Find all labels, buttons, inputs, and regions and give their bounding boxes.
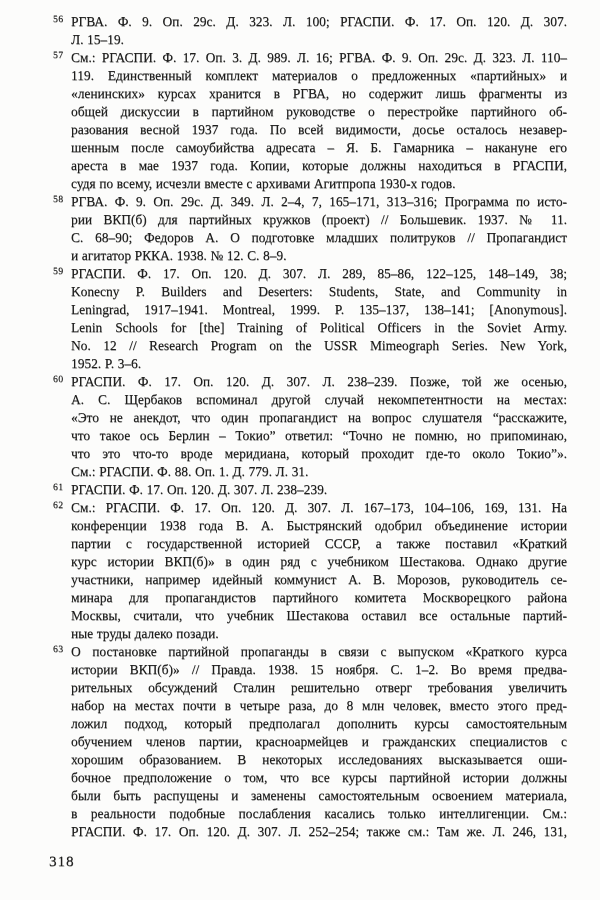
note-line: и агитатор РККА. 1938. № 12. С. 8–9.	[71, 248, 287, 263]
note-line: «Это не анекдот, что один пропагандист на вопрос слушателя “расскажите,	[71, 410, 567, 425]
footnote-57	[53, 49, 567, 193]
footnote-marker: 56	[53, 13, 64, 25]
footnote-marker: 60	[53, 373, 64, 385]
note-line: рительных обсуждений Сталин решительно отверг требования увеличить	[71, 680, 567, 695]
note-line: 1952. P. 3–6.	[71, 356, 142, 371]
note-line: набор на местах почти в четыре раза, до 8 млн человек, вместо этого пред-	[71, 698, 567, 713]
note-line: ареста в мае 1937 года. Копии, которые должны находиться в РГАСПИ,	[71, 158, 567, 173]
note-line: курс истории ВКП(б)» в один ряд с учебником Шестакова. Однако другие	[71, 554, 567, 569]
note-line: РГАСПИ. Ф. 17. Оп. 120. Д. 307. Л. 238–239. Позже, той же осенью,	[71, 374, 567, 389]
note-line: шенным после самоубийства адресата – Я. Б. Гамарника – накануне его	[71, 140, 567, 155]
footnote-marker: 61	[53, 481, 64, 493]
note-line: что это что-то вроде меридиана, который проходит где-то около Токио”».	[71, 446, 567, 461]
footnote-59	[53, 265, 567, 373]
note-line: обучением членов партии, красноармейцев и гражданских специалистов с	[71, 734, 567, 749]
note-line: партии с государственной историей СССР, а также поставил «Краткий	[71, 536, 567, 551]
note-line: См.: РГАСПИ. Ф. 17. Оп. 120. Д. 307. Л. 167–173, 104–106, 169, 131. На	[71, 500, 567, 515]
note-line: Leningrad, 1917–1941. Montreal, 1999. P. 135–137, 138–141; [Anonymous].	[71, 302, 567, 317]
note-line: рии ВКП(б) для партийных кружков (проект) // Большевик. 1937. № 11.	[71, 212, 567, 227]
footnote-56	[53, 13, 567, 49]
note-line: разования весной 1937 года. По всей видимости, досье осталось незавер-	[71, 122, 567, 137]
footnote-60	[53, 373, 567, 481]
note-line: ные труды далеко позади.	[71, 626, 219, 641]
note-line: участники, например идейный коммунист А. В. Морозов, руководитель се-	[71, 572, 567, 587]
footnote-marker: 63	[53, 643, 64, 655]
note-line: ложил подход, который предполагал дополнить курсы самостоятельным	[71, 716, 567, 731]
note-line: 119. Единственный комплект материалов о предложенных «партийных» и	[71, 68, 567, 83]
note-line: минара для пропагандистов партийного комитета Москворецкого района	[71, 590, 567, 605]
note-line: конференции 1938 года В. А. Быстрянский одобрил объединение истории	[71, 518, 567, 533]
note-line: истории ВКП(б)» // Правда. 1938. 15 ноября. С. 1–2. Во время предва-	[71, 662, 567, 677]
footnote-marker: 57	[53, 49, 64, 61]
note-line: См.: РГАСПИ. Ф. 17. Оп. 3. Д. 989. Л. 16; РГВА. Ф. 9. Оп. 29с. Д. 323. Л. 110–	[71, 50, 567, 65]
note-line: РГАСПИ. Ф. 17. Оп. 120. Д. 307. Л. 252–254; также см.: Там же. Л. 246, 131,	[71, 824, 567, 839]
note-line: О постановке партийной пропаганды в связи с выпуском «Краткого курса	[71, 644, 567, 659]
endnotes-list	[53, 13, 567, 841]
note-line: «ленинских» курсах хранится в РГВА, но содержит лишь фрагменты из	[71, 86, 567, 101]
note-line: общей дискуссии в партийном руководстве о перестройке партийного об-	[71, 104, 567, 119]
note-line: Konecny P. Builders and Deserters: Students, State, and Community in	[71, 284, 567, 299]
note-line: No. 12 // Research Program on the USSR Mimeograph Series. New York,	[71, 338, 567, 353]
note-line: Москвы, считали, что учебник Шестакова оставил все остальные партий-	[71, 608, 567, 623]
footnote-63	[53, 643, 567, 841]
note-line: РГВА. Ф. 9. Оп. 29с. Д. 349. Л. 2–4, 7, 165–171, 313–316; Программа по исто-	[71, 194, 567, 209]
footnote-marker: 59	[53, 265, 64, 277]
note-line: С. 68–90; Федоров А. О подготовке младших политруков // Пропагандист	[71, 230, 567, 245]
note-line: Л. 15–19.	[71, 32, 124, 47]
footnote-58	[53, 193, 567, 265]
footnote-61	[53, 481, 567, 499]
note-line: в реальности подобные послабления касались только интеллигенции. См.:	[71, 806, 567, 821]
note-line: РГВА. Ф. 9. Оп. 29с. Д. 323. Л. 100; РГАСПИ. Ф. 17. Оп. 120. Д. 307.	[71, 14, 567, 29]
note-line: См.: РГАСПИ. Ф. 88. Оп. 1. Д. 779. Л. 31.	[71, 464, 309, 479]
note-line: что такое ось Берлин – Токио” ответил: “Точно не помню, но припоминаю,	[71, 428, 567, 443]
note-line: А. С. Щербаков вспоминал другой случай некомпетентности на местах:	[71, 392, 567, 407]
footnote-marker: 58	[53, 193, 64, 205]
note-line: хорошим образованием. В некоторых исследованиях высказывается оши-	[71, 752, 567, 767]
page-number: 318	[49, 854, 75, 870]
note-line: РГАСПИ. Ф. 17. Оп. 120. Д. 307. Л. 238–239.	[71, 482, 328, 497]
note-line: бочное предположение о том, что все курсы партийной истории должны	[71, 770, 567, 785]
note-line: были быть распущены и заменены самостоятельным освоением материала,	[71, 788, 567, 803]
footnote-62	[53, 499, 567, 643]
note-line: РГАСПИ. Ф. 17. Оп. 120. Д. 307. Л. 289, 85–86, 122–125, 148–149, 38;	[71, 266, 567, 281]
footnote-marker: 62	[53, 499, 64, 511]
note-line: судя по всему, исчезли вместе с архивами Агитпропа 1930-х годов.	[71, 176, 456, 191]
note-line: Lenin Schools for [the] Training of Political Officers in the Soviet Army.	[71, 320, 567, 335]
